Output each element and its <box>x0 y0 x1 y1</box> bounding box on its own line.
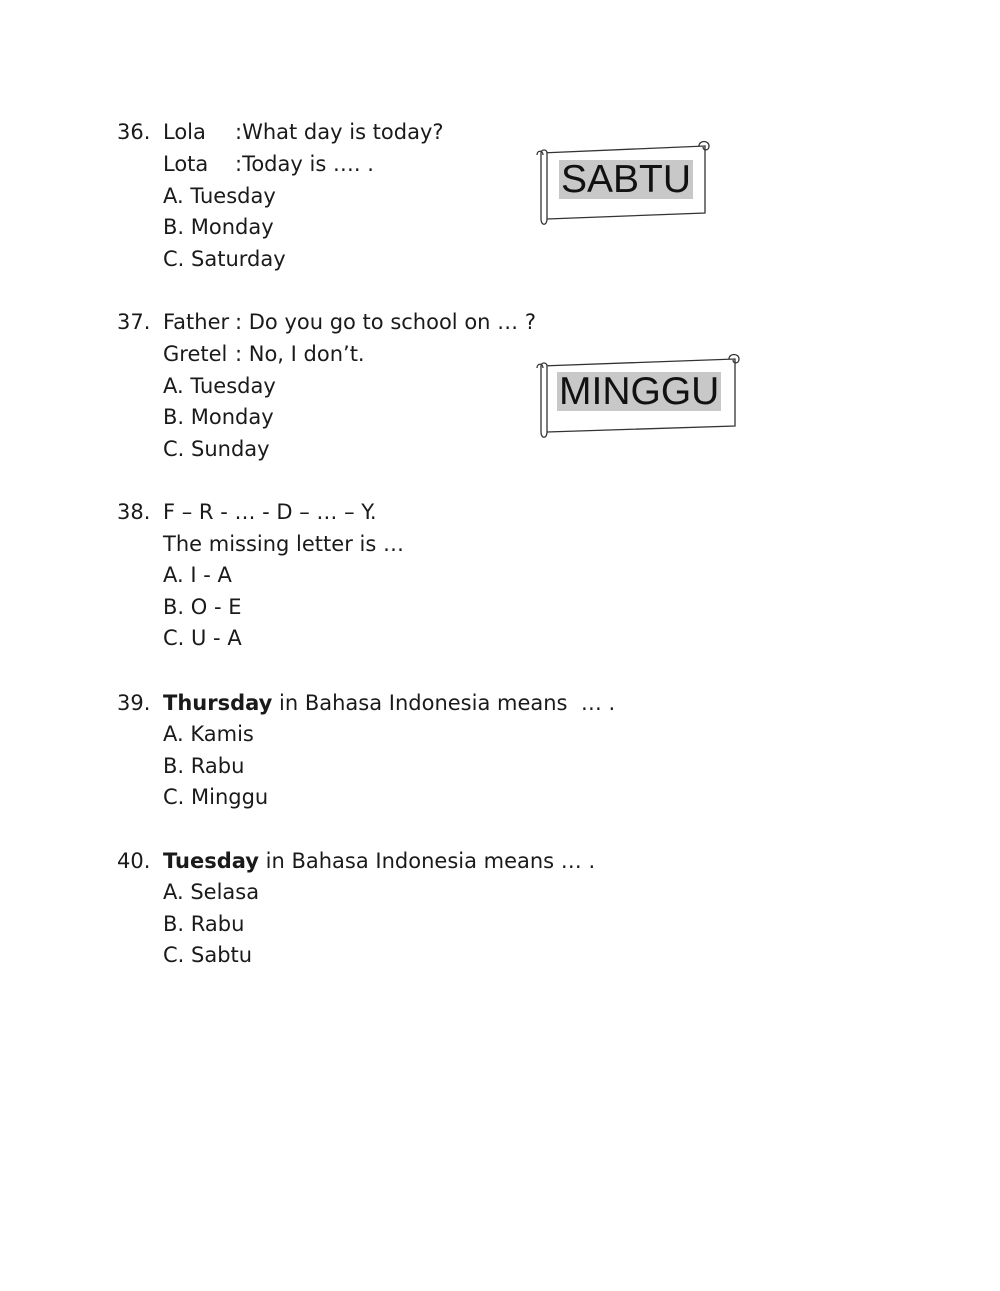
option-c[interactable]: C. Minggu <box>163 785 269 809</box>
option-c[interactable]: C. Sabtu <box>163 943 253 967</box>
option-b[interactable]: B. Monday <box>163 215 274 239</box>
question-number: 37. <box>117 310 151 334</box>
speaker: Lota <box>163 152 209 176</box>
option-c[interactable]: C. Sunday <box>163 437 270 461</box>
option-b[interactable]: B. O - E <box>163 595 242 619</box>
option-a[interactable]: A. Kamis <box>163 722 254 746</box>
speaker: Father <box>163 310 230 334</box>
question-text <box>163 689 615 717</box>
option-c[interactable]: C. Saturday <box>163 247 286 271</box>
option-c[interactable]: C. U - A <box>163 626 242 650</box>
question-number: 36. <box>117 120 151 144</box>
option-b[interactable]: B. Monday <box>163 405 274 429</box>
dialogue-text: : No, I don’t. <box>235 342 365 366</box>
question-text: The missing letter is … <box>163 532 404 556</box>
option-a[interactable]: A. Tuesday <box>163 184 276 208</box>
dialogue-line <box>163 340 365 368</box>
speaker: Gretel <box>163 342 228 366</box>
keyword: Tuesday <box>163 849 259 873</box>
dialogue-text: :Today is …. . <box>235 152 374 176</box>
question-number: 38. <box>117 500 151 524</box>
scroll-label: SABTU <box>561 158 692 201</box>
dialogue-text: : Do you go to school on … ? <box>235 310 536 334</box>
option-b[interactable]: B. Rabu <box>163 754 245 778</box>
dialogue-text: :What day is today? <box>235 120 444 144</box>
scroll-label: MINGGU <box>559 370 720 413</box>
dialogue-line <box>163 118 444 146</box>
dialogue-line <box>163 150 374 178</box>
question-number: 39. <box>117 691 151 715</box>
scroll-banner-sabtu <box>533 141 713 225</box>
option-b[interactable]: B. Rabu <box>163 912 245 936</box>
dialogue-line <box>163 308 536 336</box>
option-a[interactable]: A. Selasa <box>163 880 260 904</box>
speaker: Lola <box>163 120 206 144</box>
option-a[interactable]: A. Tuesday <box>163 374 276 398</box>
option-a[interactable]: A. I - A <box>163 563 232 587</box>
scroll-banner-minggu <box>533 354 743 438</box>
question-rest: in Bahasa Indonesia means … . <box>272 691 616 715</box>
question-number: 40. <box>117 849 151 873</box>
question-text <box>163 847 595 875</box>
question-text: F – R - … - D – … – Y. <box>163 500 377 524</box>
keyword: Thursday <box>163 691 273 715</box>
question-rest: in Bahasa Indonesia means … . <box>258 849 596 873</box>
